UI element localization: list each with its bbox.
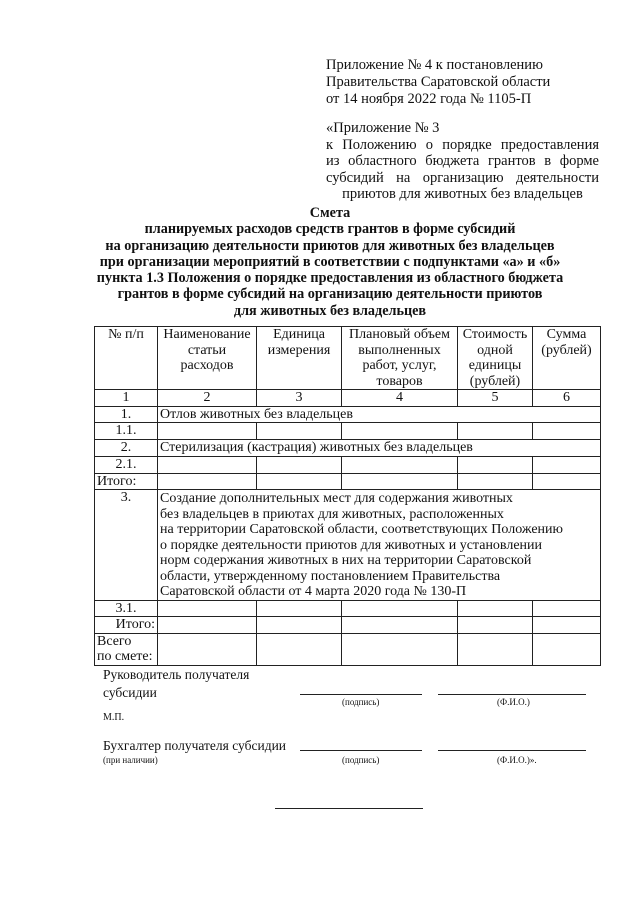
table-row [95,473,601,490]
signature-hint: (подпись) [342,697,380,707]
table-cell [342,473,458,490]
column-number: 2 [158,390,257,407]
table-cell [533,457,601,474]
if-any-note: (при наличии) [103,755,158,765]
document-header [326,57,550,108]
header-line: от 14 ноября 2022 года № 1105-П [326,91,532,107]
head-label-line: субсидии [103,685,157,700]
row-number: 3.1. [95,600,158,617]
subheader-line: субсидий на организацию деятельности [326,169,599,186]
column-header: Единица измерения [257,327,342,390]
table-cell [158,633,257,665]
table-cell [158,473,257,490]
stamp-place: М.П. [103,712,125,723]
table-cell [533,423,601,440]
table-cell [342,633,458,665]
column-header: Сумма (рублей) [533,327,601,390]
column-header: Стоимость одной единицы (рублей) [458,327,533,390]
row-number: 1. [95,406,158,423]
end-separator-line [275,808,423,809]
row-text: Отлов животных без владельцев [158,406,601,423]
column-number-row [95,390,601,407]
title-line: на организацию деятельности приютов для животных без владельцев [105,237,555,254]
column-header: Плановый объем выполненных работ, услуг, товаров [342,327,458,390]
table-cell [458,617,533,634]
row-number: 2. [95,440,158,457]
table-row [95,423,601,440]
table-row [95,633,601,665]
table-cell [158,600,257,617]
row-number: 2.1. [95,457,158,474]
table-cell [257,617,342,634]
subheader-line: из областного бюджета грантов в форме [326,153,599,169]
table-cell [158,457,257,474]
table-cell [257,473,342,490]
table-cell [458,423,533,440]
table-row [95,406,601,423]
column-number: 4 [342,390,458,407]
table-row [95,457,601,474]
table-cell [342,457,458,474]
grand-total-label [95,633,158,665]
subtotal-label: Итого: [95,473,158,490]
row-text-line: без владельцев в приютах для животных, расположенных [160,506,504,522]
table-cell [458,473,533,490]
row-text: Стерилизация (кастрация) животных без владельцев [158,440,601,457]
appendix-subheader [326,120,599,203]
table-cell [342,600,458,617]
title-line: планируемых расходов средств грантов в форме субсидий [144,221,516,238]
table-row [95,600,601,617]
row-text-line: области, утвержденному постановлением Правительства [160,568,501,584]
table-cell [533,633,601,665]
column-number: 1 [95,390,158,407]
document-title [60,205,600,319]
accountant-label: Бухгалтер получателя субсидии [103,738,287,753]
accountant-signature-line [300,750,422,751]
column-number: 3 [257,390,342,407]
title-line: грантов в форме субсидий на организацию деятельности приютов [117,286,543,303]
table-cell [158,617,257,634]
title-line: для животных без владельцев [233,302,427,319]
table-cell [158,423,257,440]
row-number: 3. [95,490,158,601]
row-text-line: о порядке деятельности приютов для животных и установлении [160,537,543,553]
table-row [95,617,601,634]
header-line: Приложение № 4 к постановлению [326,57,543,73]
header-line: Правительства Саратовской области [326,74,551,90]
row-text-line: на территории Саратовской области, соответствующих Положению [160,522,563,537]
table-cell [458,600,533,617]
head-label [103,667,249,701]
title-line: при организации мероприятий в соответствии с подпунктами «а» и «б» [99,253,561,270]
table-cell [257,600,342,617]
head-fio-line [438,694,586,695]
column-number: 6 [533,390,601,407]
subtotal-label: Итого: [95,617,158,634]
table-row [95,440,601,457]
title-word: Смета [309,205,351,221]
table-row [95,490,601,601]
row-text [158,490,601,601]
row-number: 1.1. [95,423,158,440]
signature-hint: (подпись) [342,755,380,765]
title-line: пункта 1.3 Положения о порядке предоставления из областного бюджета [96,270,564,287]
fio-hint: (Ф.И.О.)». [497,755,537,765]
table-cell [458,633,533,665]
column-header: № п/п [95,327,158,390]
row-text-line: Создание дополнительных мест для содержания животных [160,491,513,506]
head-label-line: Руководитель получателя [103,667,250,682]
table-cell [533,473,601,490]
subheader-line: к Положению о порядке предоставления [326,136,599,153]
fio-hint: (Ф.И.О.) [497,697,530,707]
table-header-row [95,327,601,390]
subheader-line: приютов для животных без владельцев [342,186,583,202]
grand-total-line: Всего [97,633,132,649]
head-signature-line [300,694,422,695]
table-cell [533,617,601,634]
table-cell [257,423,342,440]
table-cell [342,617,458,634]
accountant-fio-line [438,750,586,751]
row-text-line: норм содержания животных в них на территории Саратовской [160,553,532,568]
column-number: 5 [458,390,533,407]
estimate-table [94,326,601,666]
table-cell [257,457,342,474]
table-cell [342,423,458,440]
column-header: Наименование статьи расходов [158,327,257,390]
row-text-line: Саратовской области от 4 марта 2020 года № 130-П [160,584,467,599]
table-cell [533,600,601,617]
table-cell [257,633,342,665]
table-cell [458,457,533,474]
subheader-line: «Приложение № 3 [326,120,440,136]
grand-total-line: по смете: [97,649,153,664]
